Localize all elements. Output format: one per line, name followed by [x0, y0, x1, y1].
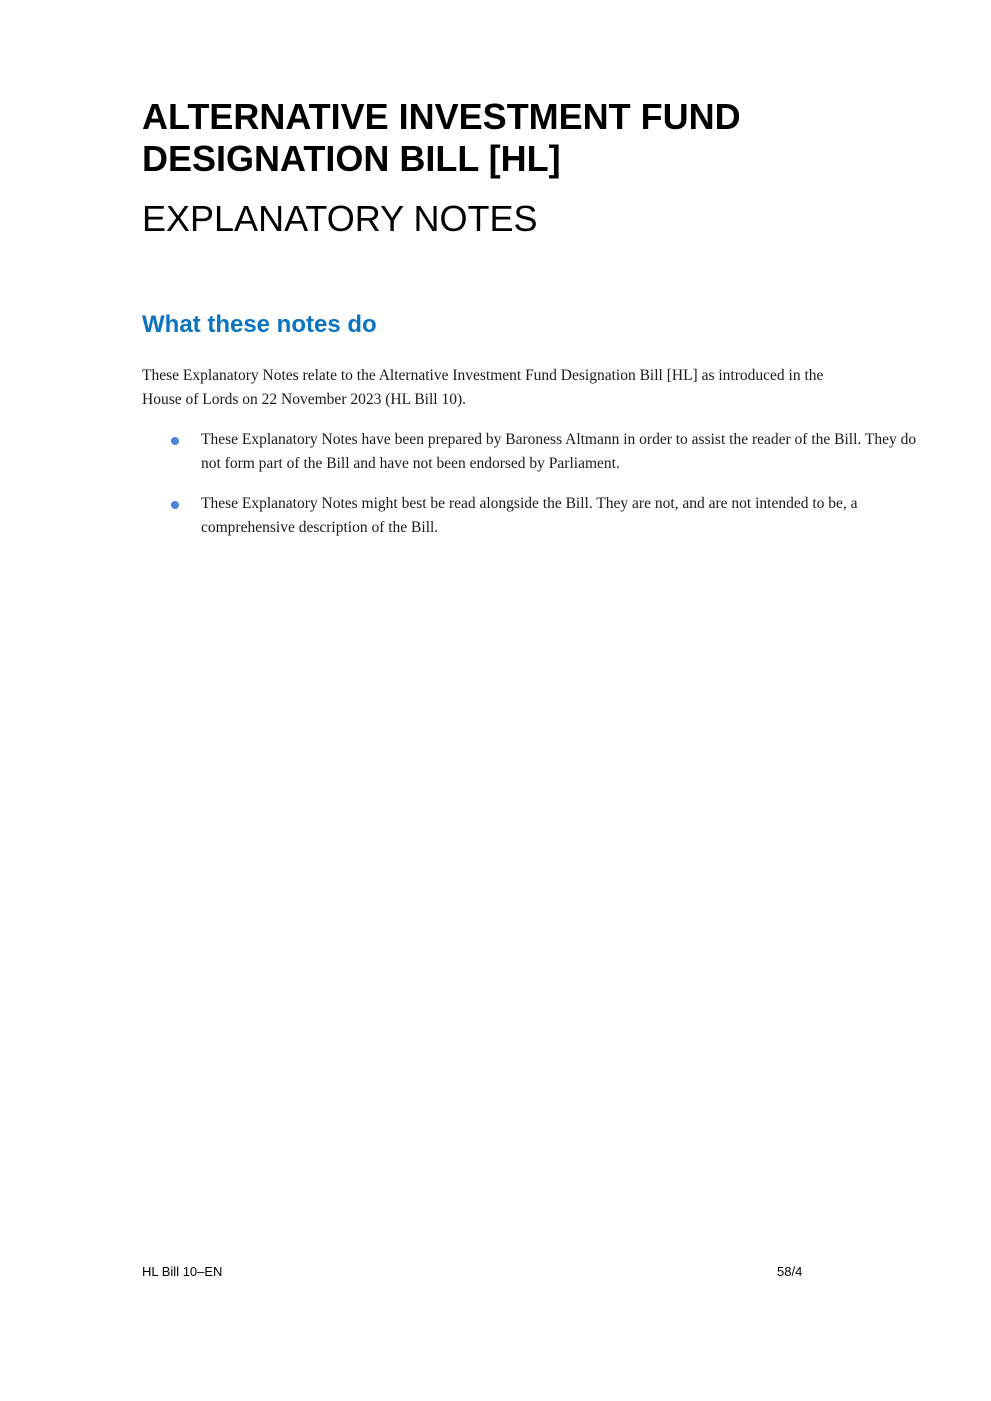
bill-title: [142, 96, 741, 180]
bullet-list: [142, 428, 922, 556]
bullet-text: These Explanatory Notes might best be read alongside the Bill. They are not, and are not intended to be, a comprehensive description of the Bill.: [201, 495, 858, 536]
bullet-item: [142, 428, 922, 476]
section-heading: What these notes do: [142, 311, 377, 338]
bullet-dot-icon: [171, 501, 179, 509]
bill-title-line-2: DESIGNATION BILL [HL]: [142, 138, 561, 179]
bullet-item: [142, 492, 922, 540]
footer-page-code: 58/4: [777, 1264, 803, 1279]
bullet-dot-icon: [171, 437, 179, 445]
document-subtitle: EXPLANATORY NOTES: [142, 198, 538, 239]
footer-reference: HL Bill 10–EN: [142, 1264, 223, 1279]
bill-title-line-1: ALTERNATIVE INVESTMENT FUND: [142, 96, 741, 137]
intro-paragraph: These Explanatory Notes relate to the Alternative Investment Fund Designation Bill [HL] as introduced in the House of Lords on 22 November 2023 (HL Bill 10).: [142, 367, 824, 408]
bullet-text: These Explanatory Notes have been prepared by Baroness Altmann in order to assist the reader of the Bill. They do not form part of the Bill and have not been endorsed by Parliament.: [201, 431, 917, 472]
